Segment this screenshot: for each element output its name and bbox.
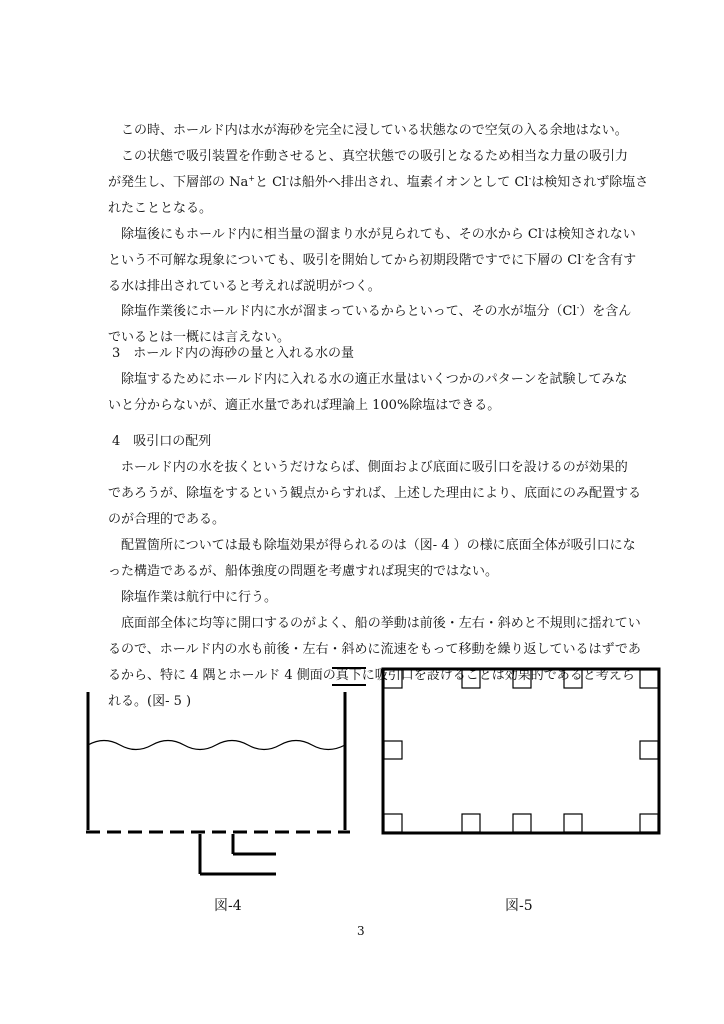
paragraph-2-line-1: この状態で吸引装置を作動させると、真空状態での吸引となるため相当な力量の吸引力 (121, 149, 629, 164)
section-3-line-1: 除塩するためにホールド内に入れる水の適正水量はいくつかのパターンを試験してみな (121, 372, 628, 387)
section-4-line-7: 底面部全体に均等に開口するのがよく、船の挙動は前後・左右・斜めと不規則に揺れてい (121, 616, 641, 631)
hold-plan-outline (383, 669, 659, 833)
section-4-line-2: であろうが、除塩をするという観点からすれば、上述した理由により、底面にのみ配置する (108, 486, 642, 501)
section-4-line-1: ホールド内の水を抜くというだけならば、側面および底面に吸引口を設けるのが効果的 (121, 460, 628, 475)
paragraph-4-line-2: でいるとは一概には言えない。 (108, 330, 291, 345)
suction-port-bottom-2 (462, 814, 480, 832)
section-4-line-3: のが合理的である。 (108, 512, 226, 527)
suction-port-bottom-4 (564, 814, 582, 832)
suction-port-top-right (640, 670, 658, 688)
section-4-line-5: った構造であるが、船体強度の問題を考慮すれば現実的ではない。 (108, 564, 499, 579)
suction-port-top-left (384, 670, 402, 688)
section-4-line-10: れる。(図- 5 ) (108, 694, 192, 709)
paragraph-3-line-3: る水は排出されていると考えれば説明がつく。 (108, 279, 381, 294)
suction-port-bottom-right (640, 814, 658, 832)
section-4-line-9: るから、特に 4 隅とホールド 4 側面の真下に吸引口を設けることは効果的であると考えら (108, 668, 635, 683)
figure-4-diagram (86, 668, 366, 874)
suction-port-left-middle (384, 741, 402, 759)
suction-port-bottom-3 (513, 814, 531, 832)
superscript: + (248, 174, 255, 183)
section-3-line-2: いと分からないが、適正水量であれば理論上 100%除塩はできる。 (108, 398, 501, 413)
text-span: は検知されず除塩さ (531, 175, 649, 190)
section-4-line-6: 除塩作業は航行中に行う。 (121, 590, 278, 605)
suction-port-top-3 (513, 670, 531, 688)
figure-4-caption: 図-4 (214, 898, 242, 914)
page-number: 3 (357, 924, 365, 938)
suction-port-right-middle (640, 741, 658, 759)
figure-5-caption: 図-5 (505, 898, 533, 914)
suction-port-top-4 (564, 670, 582, 688)
text-span: 除塩後にもホールド内に相当量の溜まり水が見られても、その水から Cl (121, 227, 542, 242)
text-span: は検知されない (544, 227, 636, 242)
paragraph-1-line-1: この時、ホールド内は水が海砂を完全に浸している状態なので空気の入る余地はない。 (121, 123, 628, 138)
text-span: ）を含ん (579, 304, 632, 319)
figure-5-diagram (383, 669, 659, 833)
paragraph-2-line-3: れたこととなる。 (108, 201, 213, 216)
section-3-heading: 3 ホールド内の海砂の量と入れる水の量 (112, 346, 355, 361)
water-surface-wave (88, 741, 345, 750)
section-4-line-4: 配置箇所については最も除塩効果が得られるのは（図- 4 ）の様に底面全体が吸引口にな (121, 538, 636, 553)
superscript: - (286, 174, 289, 183)
text-span: は船外へ排出され、塩素イオンとして Cl (288, 175, 529, 190)
text-span: 除塩作業後にホールド内に水が溜まっているからといって、その水が塩分（Cl (121, 304, 577, 319)
superscript: - (528, 174, 532, 183)
text-span: と Cl (254, 175, 287, 190)
text-span: が発生し、下層部の Na (108, 175, 249, 190)
suction-port-top-2 (462, 670, 480, 688)
text-span: を含有す (584, 253, 637, 268)
section-4-line-8: るので、ホールド内の水も前後・左右・斜めに流速をもって移動を繰り返しているはずであ (108, 642, 641, 657)
superscript: - (576, 303, 580, 312)
text-span: という不可解な現象についても、吸引を開始してから初期段階ですでに下層の Cl (108, 253, 582, 268)
suction-port-bottom-left (384, 814, 402, 832)
section-4-heading: 4 吸引口の配列 (112, 434, 212, 449)
superscript: - (581, 252, 585, 261)
superscript: - (541, 226, 545, 235)
